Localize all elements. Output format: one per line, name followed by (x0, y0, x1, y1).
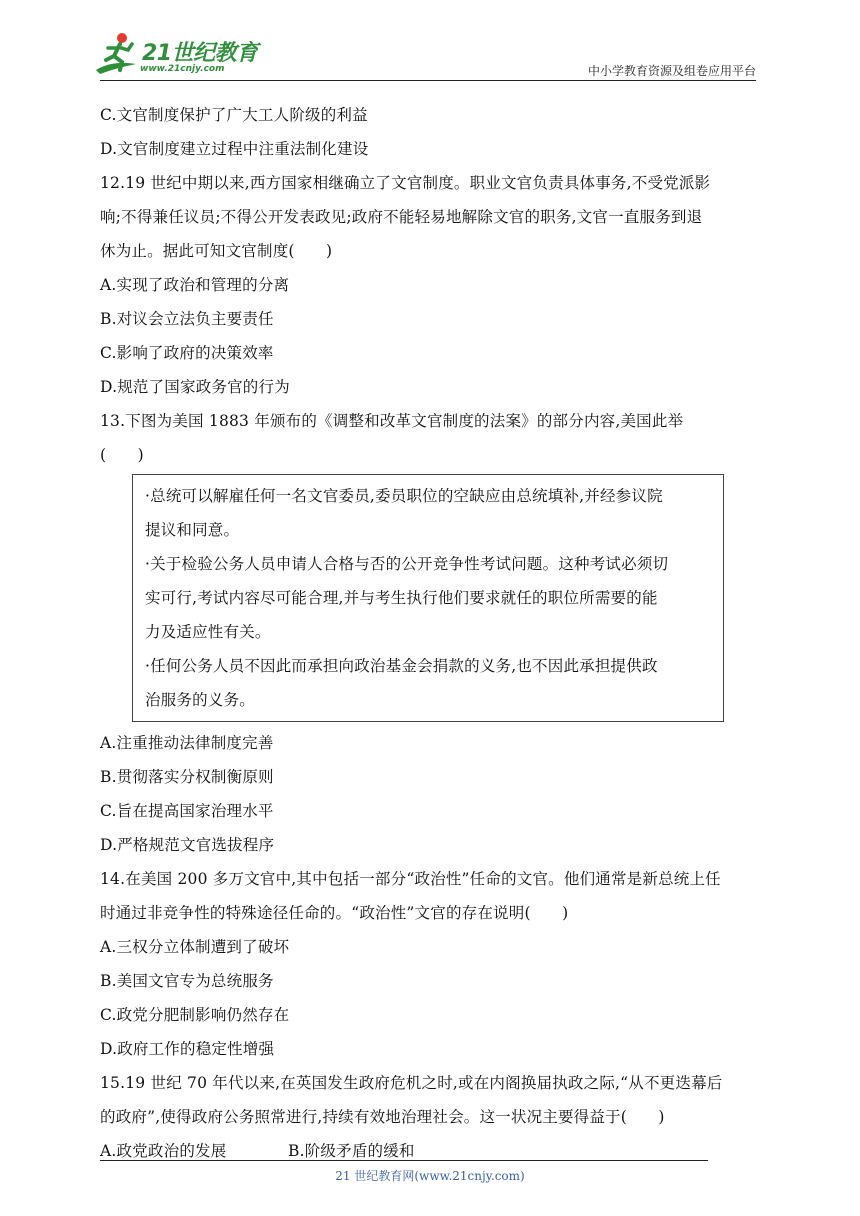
footer-divider (100, 1160, 708, 1161)
q13-stem-line-1: 13.下图为美国 1883 年颁布的《调整和改革文官制度的法案》的部分内容,美国此举 (100, 412, 684, 430)
page-footer: 21 世纪教育网(www.21cnjy.com) (335, 1169, 525, 1183)
q12-option-c: C.影响了政府的决策效率 (100, 344, 274, 362)
excerpt-line: 实可行,考试内容尽可能合理,并与考生执行他们要求就任的职位所需要的能 (145, 589, 658, 607)
q13-excerpt-box (132, 474, 724, 722)
excerpt-line: ·关于检验公务人员申请人合格与否的公开竞争性考试问题。这种考试必须切 (145, 555, 669, 573)
q13-option-d: D.严格规范文官选拔程序 (100, 836, 275, 854)
logo-brand-text: 21世纪教育 (142, 41, 258, 66)
site-logo (92, 30, 262, 80)
q13-option-c: C.旨在提高国家治理水平 (100, 802, 274, 820)
excerpt-line: ·任何公务人员不因此而承担向政治基金会捐款的义务,也不因此承担提供政 (145, 657, 658, 675)
q13-option-b: B.贯彻落实分权制衡原则 (100, 768, 274, 786)
q14-option-c: C.政党分肥制影响仍然存在 (100, 1006, 290, 1024)
q12-stem-line-2: 响;不得兼任议员;不得公开发表政见;政府不能轻易地解除文官的职务,文官一直服务到退 (100, 208, 703, 226)
q15-options-row (100, 1134, 760, 1168)
q12-option-d: D.规范了国家政务官的行为 (100, 378, 290, 396)
excerpt-line: 力及适应性有关。 (145, 623, 271, 641)
q14-option-b: B.美国文官专为总统服务 (100, 972, 274, 990)
q12-stem-line-1: 12.19 世纪中期以来,西方国家相继确立了文官制度。职业文官负责具体事务,不受党派影 (100, 174, 711, 192)
q15-option-b: B.阶级矛盾的缓和 (288, 1142, 415, 1160)
q13-stem-line-2: ( ) (100, 446, 144, 464)
page-header (0, 0, 860, 82)
q14-stem-line-2: 时通过非竞争性的特殊途径任命的。“政治性”文官的存在说明( ) (100, 904, 569, 922)
excerpt-line: ·总统可以解雇任何一名文官委员,委员职位的空缺应由总统填补,并经参议院 (145, 487, 663, 505)
q12-option-b: B.对议会立法负主要责任 (100, 310, 274, 328)
q14-option-a: A.三权分立体制遭到了破坏 (100, 938, 290, 956)
q13-option-a: A.注重推动法律制度完善 (100, 734, 274, 752)
header-divider (100, 80, 756, 81)
header-platform-title: 中小学教育资源及组卷应用平台 (587, 64, 756, 78)
excerpt-line: 提议和同意。 (145, 521, 240, 539)
q12-stem-line-3: 休为止。据此可知文官制度( ) (100, 242, 333, 260)
q14-stem-line-1: 14.在美国 200 多万文官中,其中包括一部分“政治性”任命的文官。他们通常是新总统上任 (100, 870, 721, 888)
q15-stem-line-2: 的政府”,使得政府公务照常进行,持续有效地治理社会。这一状况主要得益于( ) (100, 1108, 665, 1126)
q11-option-c: C.文官制度保护了广大工人阶级的利益 (100, 106, 368, 124)
logo-url-text: www.21cnjy.com (140, 64, 225, 74)
q14-option-d: D.政府工作的稳定性增强 (100, 1040, 275, 1058)
q12-option-a: A.实现了政治和管理的分离 (100, 276, 290, 294)
excerpt-line: 治服务的义务。 (145, 691, 255, 709)
q15-stem-line-1: 15.19 世纪 70 年代以来,在英国发生政府危机之时,或在内阁换届执政之际,“从不更迭幕后 (100, 1074, 723, 1092)
q11-option-d: D.文官制度建立过程中注重法制化建设 (100, 140, 369, 158)
q15-option-a: A.政党政治的发展 (100, 1142, 227, 1160)
question-content (100, 98, 760, 1168)
running-figure-icon (92, 30, 140, 78)
